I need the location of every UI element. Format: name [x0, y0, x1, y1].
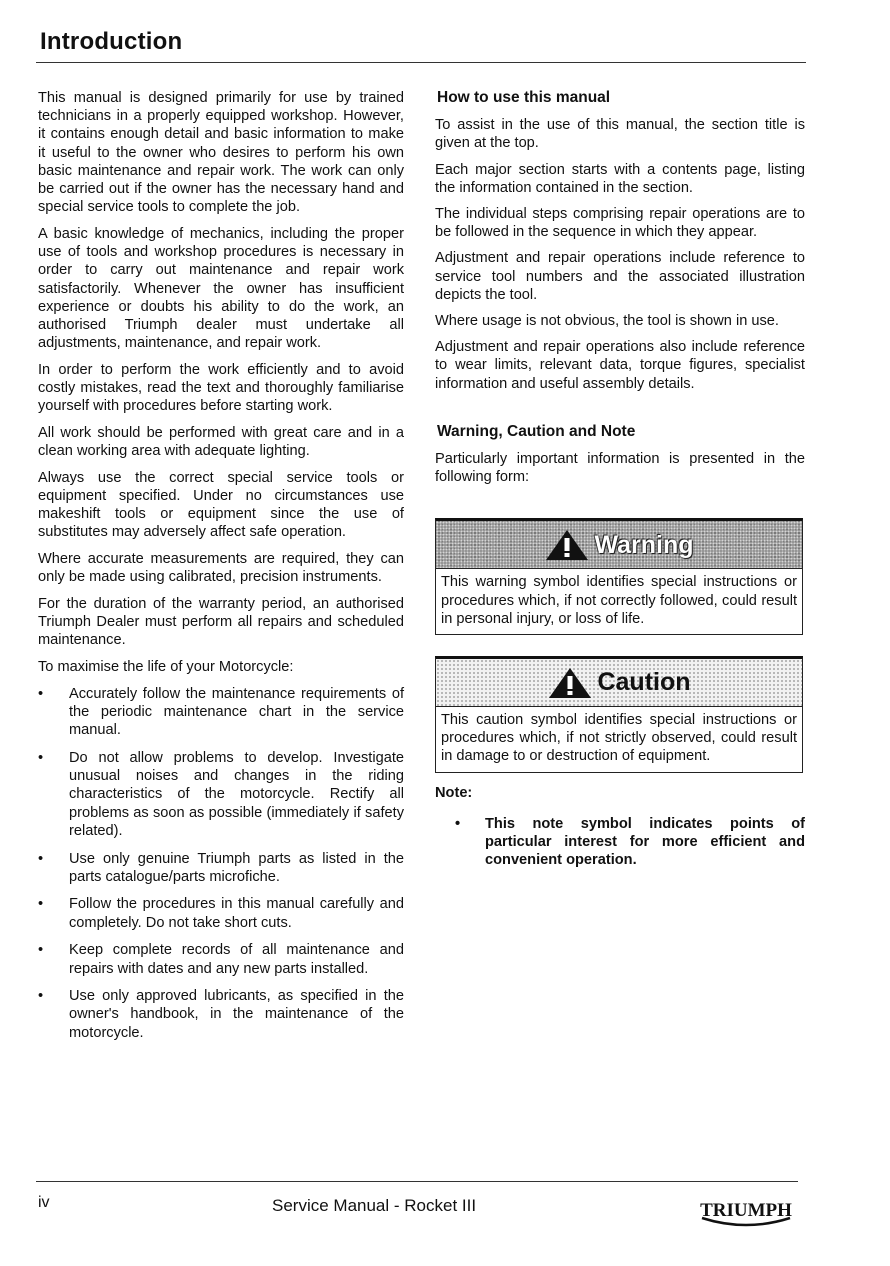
paragraph: In order to perform the work efficiently and to avoid costly mistakes, read the text and thoroughly familiarise yourself with procedures before starting work.: [38, 361, 404, 415]
right-column: [435, 89, 805, 879]
list-item: • Use only genuine Triumph parts as listed in the parts catalogue/parts microfiche.: [38, 850, 404, 886]
caution-header: [436, 659, 802, 707]
paragraph: For the duration of the warranty period, an authorised Triumph Dealer must perform all repairs and scheduled maintenance.: [38, 596, 404, 649]
paragraph: This manual is designed primarily for use by trained technicians in a properly equipped workshop. However, it contains enough detail and basic information to make it useful to the owner who desires to perform his own basic maintenance and repair work. The work can only be carried out if the owner has the necessary hand and special service tools to complete the job.: [38, 90, 404, 216]
list-item: • Do not allow problems to develop. Investigate unusual noises and changes in the riding characteristics of the motorcycle. Rectify all problems as soon as possible (immediately if safety related).: [38, 749, 404, 840]
footer-manual-title: Service Manual - Rocket III: [272, 1196, 477, 1215]
caution-box: [435, 656, 803, 773]
footer-divider: [36, 1181, 798, 1182]
left-column: [38, 89, 404, 1051]
caution-text: This caution symbol identifies special instructions or procedures which, if not strictly observed, could result in damage to or destruction of equipment.: [441, 712, 797, 765]
paragraph: To maximise the life of your Motorcycle:: [38, 659, 294, 676]
how-to-use-heading: How to use this manual: [437, 89, 611, 106]
title-divider: [36, 62, 806, 63]
paragraph: A basic knowledge of mechanics, including the proper use of tools and workshop procedures is necessary in order to carry out maintenance and repair work satisfactorily. Whenever the owner has insufficient experience or doubts his ability to do the work, an authorised Triumph dealer must undertake all adjustments, maintenance, and repair work.: [38, 225, 404, 352]
logo-text: TRIUMPH: [700, 1200, 792, 1221]
list-item: • Use only approved lubricants, as specified in the owner's handbook, in the maintenance of the motorcycle.: [38, 987, 404, 1042]
paragraph: Particularly important information is presented in the following form:: [435, 451, 805, 486]
note-item: • This note symbol indicates points of particular interest for more efficient and convenient operation.: [435, 815, 805, 870]
warning-caution-note-heading: Warning, Caution and Note: [437, 422, 636, 440]
warning-text: This warning symbol identifies special instructions or procedures which, if not correctly followed, could result in personal injury, or loss of life.: [441, 574, 797, 627]
page-number: iv: [38, 1194, 50, 1211]
paragraph: Always use the correct special service tools or equipment specified. Under no circumstances use makeshift tools or equipment since the use of substitutes may adversely affect safe operation.: [38, 469, 404, 541]
paragraph: All work should be performed with great care and in a clean working area with adequate lighting.: [38, 424, 404, 460]
caution-title: Caution: [597, 668, 691, 697]
warning-header: [436, 521, 802, 569]
triumph-logo: [694, 1196, 798, 1228]
page-title: Introduction: [40, 28, 183, 55]
note-label: Note:: [435, 784, 473, 801]
paragraph: Adjustment and repair operations also include reference to wear limits, relevant data, torque figures, specialist information and useful assembly details.: [435, 339, 805, 392]
note-list: [435, 815, 805, 870]
warning-title: Warning: [594, 530, 694, 559]
paragraph: Adjustment and repair operations include reference to service tool numbers and the associated illustration depicts the tool.: [435, 250, 805, 303]
paragraph: The individual steps comprising repair operations are to be followed in the sequence in which they appear.: [435, 206, 805, 241]
warning-triangle-icon: [544, 528, 590, 562]
warning-box: [435, 518, 803, 635]
caution-triangle-icon: [547, 666, 593, 700]
list-item: • Accurately follow the maintenance requirements of the periodic maintenance chart in the service manual.: [38, 685, 404, 740]
paragraph: Where usage is not obvious, the tool is shown in use.: [435, 313, 779, 330]
maintenance-tips-list: [38, 685, 404, 1042]
list-item: • Keep complete records of all maintenance and repairs with dates and any new parts installed.: [38, 941, 404, 977]
paragraph: To assist in the use of this manual, the section title is given at the top.: [435, 117, 805, 152]
paragraph: Each major section starts with a contents page, listing the information contained in the section.: [435, 161, 805, 196]
list-item: • Follow the procedures in this manual carefully and completely. Do not take short cuts.: [38, 895, 404, 931]
paragraph: Where accurate measurements are required, they can only be made using calibrated, precision instruments.: [38, 551, 404, 586]
